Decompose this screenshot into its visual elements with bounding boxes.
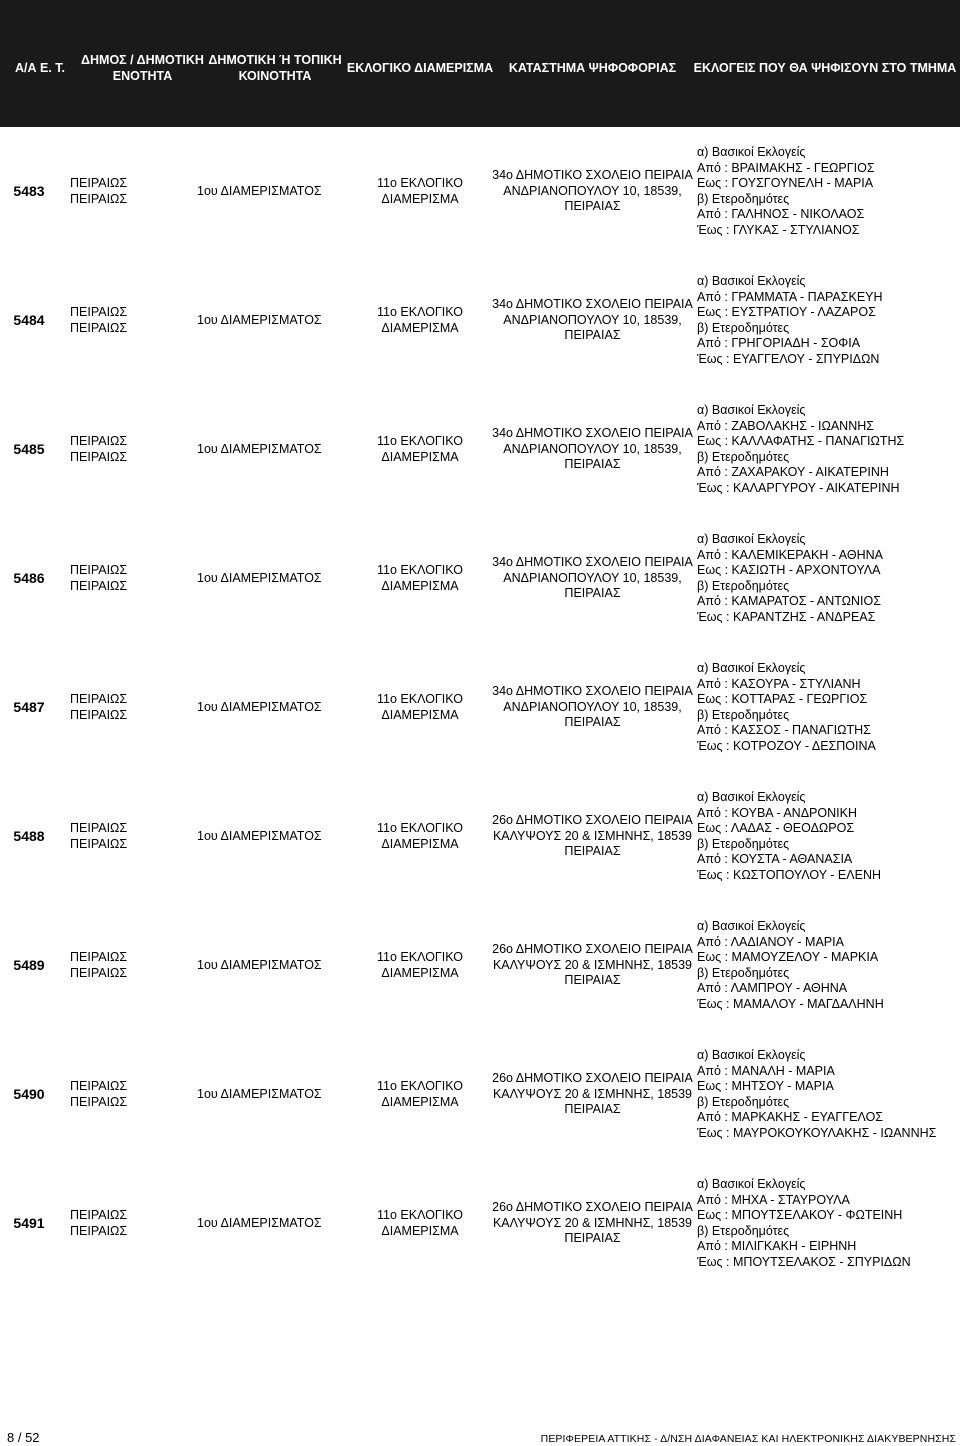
table-row (0, 901, 960, 1030)
row-code (0, 256, 58, 385)
row-polling-place-text: 34ο ΔΗΜΟΤΙΚΟ ΣΧΟΛΕΙΟ ΠΕΙΡΑΙΑ ΑΝΔΡΙΑΝΟΠΟΥΛΟΥ 10, 18539, ΠΕΙΡΑΙΑΣ (492, 555, 693, 601)
row-voters (697, 385, 957, 514)
header-col-voters: ΕΚΛΟΓΕΙΣ ΠΟΥ ΘΑ ΨΗΦΙΣΟΥΝ ΣΤΟ ΤΜΗΜΑ (693, 60, 957, 75)
voter-range-line: Από : ΜΑΝΑΛΗ - ΜΑΡΙΑ (697, 1063, 835, 1078)
row-electoral-section (360, 1030, 480, 1159)
voter-range-line: β) Ετεροδημότες (697, 1094, 790, 1109)
voter-range-line: β) Ετεροδημότες (697, 1223, 790, 1238)
row-municipality-text: ΠΕΙΡΑΙΩΣ ΠΕΙΡΑΙΩΣ (70, 1208, 128, 1238)
voter-range-line: Έως : ΜΠΟΥΤΣΕΛΑΚΟΣ - ΣΠΥΡΙΔΩΝ (697, 1254, 911, 1269)
voter-range-line: Από : ΜΗΧΑ - ΣΤΑΥΡΟΥΛΑ (697, 1192, 850, 1207)
row-division-text: 1ου ΔΙΑΜΕΡΙΣΜΑΤΟΣ (197, 441, 322, 456)
voter-range-line: α) Βασικοί Εκλογείς (697, 145, 806, 159)
voter-range-line: Από : ΒΡΑΙΜΑΚΗΣ - ΓΕΩΡΓΙΟΣ (697, 160, 875, 175)
voter-range-line: Από : ΖΑΒΟΛΑΚΗΣ - ΙΩΑΝΝΗΣ (697, 418, 874, 433)
voter-range-line: Εως : ΚΑΣΙΩΤΗ - ΑΡΧΟΝΤΟΥΛΑ (697, 563, 881, 577)
row-municipality-text: ΠΕΙΡΑΙΩΣ ΠΕΙΡΑΙΩΣ (70, 692, 128, 722)
header-col-aa: Α/Α Ε. Τ. (14, 60, 66, 75)
row-division-text: 1ου ΔΙΑΜΕΡΙΣΜΑΤΟΣ (197, 1215, 322, 1230)
row-electoral-section-text: 11ο ΕΚΛΟΓΙΚΟ ΔΙΑΜΕΡΙΣΜΑ (377, 434, 463, 464)
row-municipality (70, 1030, 150, 1159)
row-voters (697, 1030, 957, 1159)
table-row (0, 256, 960, 385)
row-division-text: 1ου ΔΙΑΜΕΡΙΣΜΑΤΟΣ (197, 570, 322, 585)
row-division (197, 127, 337, 256)
row-division (197, 772, 337, 901)
row-division-text: 1ου ΔΙΑΜΕΡΙΣΜΑΤΟΣ (197, 957, 322, 972)
voter-range-line: Εως : ΜΗΤΣΟΥ - ΜΑΡΙΑ (697, 1079, 834, 1093)
row-voters (697, 127, 957, 256)
row-code-text: 5488 (13, 827, 45, 844)
row-code-text: 5490 (13, 1085, 45, 1102)
row-polling-place-text: 34ο ΔΗΜΟΤΙΚΟ ΣΧΟΛΕΙΟ ΠΕΙΡΑΙΑ ΑΝΔΡΙΑΝΟΠΟΥΛΟΥ 10, 18539, ΠΕΙΡΑΙΑΣ (492, 684, 693, 730)
row-code-text: 5483 (13, 182, 45, 199)
row-municipality (70, 901, 150, 1030)
row-electoral-section (360, 385, 480, 514)
voter-range-line: β) Ετεροδημότες (697, 449, 790, 464)
row-division (197, 1030, 337, 1159)
row-municipality (70, 127, 150, 256)
table-row (0, 385, 960, 514)
voter-range-line: Από : ΚΑΜΑΡΑΤΟΣ - ΑΝΤΩΝΙΟΣ (697, 594, 881, 608)
row-municipality-text: ΠΕΙΡΑΙΩΣ ΠΕΙΡΑΙΩΣ (70, 305, 128, 335)
row-code (0, 514, 58, 643)
row-electoral-section (360, 127, 480, 256)
row-municipality (70, 1159, 150, 1288)
voter-range-line: α) Βασικοί Εκλογείς (697, 661, 806, 675)
row-polling-place-text: 26ο ΔΗΜΟΤΙΚΟ ΣΧΟΛΕΙΟ ΠΕΙΡΑΙΑ ΚΑΛΥΨΟΥΣ 20 & ΙΣΜΗΝΗΣ, 18539 ΠΕΙΡΑΙΑΣ (492, 1071, 693, 1117)
row-electoral-section (360, 901, 480, 1030)
voter-range-line: Έως : ΕΥΑΓΓΕΛΟΥ - ΣΠΥΡΙΔΩΝ (697, 351, 880, 366)
row-polling-place-text: 34ο ΔΗΜΟΤΙΚΟ ΣΧΟΛΕΙΟ ΠΕΙΡΑΙΑ ΑΝΔΡΙΑΝΟΠΟΥΛΟΥ 10, 18539, ΠΕΙΡΑΙΑΣ (492, 168, 693, 214)
row-polling-place (490, 772, 695, 901)
row-division-text: 1ου ΔΙΑΜΕΡΙΣΜΑΤΟΣ (197, 699, 322, 714)
voter-range-line: α) Βασικοί Εκλογείς (697, 790, 806, 804)
row-division (197, 514, 337, 643)
row-municipality (70, 256, 150, 385)
voter-range-line: β) Ετεροδημότες (697, 191, 790, 206)
row-voters (697, 772, 957, 901)
row-code-text: 5491 (13, 1214, 45, 1231)
row-code-text: 5486 (13, 569, 45, 586)
row-electoral-section-text: 11ο ΕΚΛΟΓΙΚΟ ΔΙΑΜΕΡΙΣΜΑ (377, 176, 463, 206)
row-division-text: 1ου ΔΙΑΜΕΡΙΣΜΑΤΟΣ (197, 828, 322, 843)
voter-range-line: Εως : ΜΑΜΟΥΖΕΛΟΥ - ΜΑΡΚΙΑ (697, 950, 879, 964)
row-electoral-section (360, 643, 480, 772)
row-code (0, 643, 58, 772)
row-code (0, 1030, 58, 1159)
table-row (0, 643, 960, 772)
voter-range-line: Από : ΖΑΧΑΡΑΚΟΥ - ΑΙΚΑΤΕΡΙΝΗ (697, 465, 889, 479)
row-polling-place-text: 34ο ΔΗΜΟΤΙΚΟ ΣΧΟΛΕΙΟ ΠΕΙΡΑΙΑ ΑΝΔΡΙΑΝΟΠΟΥΛΟΥ 10, 18539, ΠΕΙΡΑΙΑΣ (492, 426, 693, 472)
voter-range-line: Από : ΜΑΡΚΑΚΗΣ - ΕΥΑΓΓΕΛΟΣ (697, 1110, 884, 1124)
row-municipality-text: ΠΕΙΡΑΙΩΣ ΠΕΙΡΑΙΩΣ (70, 434, 128, 464)
voter-range-line: α) Βασικοί Εκλογείς (697, 1177, 806, 1191)
row-division-text: 1ου ΔΙΑΜΕΡΙΣΜΑΤΟΣ (197, 312, 322, 327)
voter-range-line: Έως : ΜΑΜΑΛΟΥ - ΜΑΓΔΑΛΗΝΗ (697, 996, 884, 1011)
voter-range-line: Από : ΚΟΥΒΑ - ΑΝΔΡΟΝΙΚΗ (697, 805, 857, 820)
table-row (0, 1159, 960, 1288)
header-col-community: ΔΗΜΟΤΙΚΗ Ή ΤΟΠΙΚΗ ΚΟΙΝΟΤΗΤΑ (208, 52, 342, 83)
row-polling-place-text: 34ο ΔΗΜΟΤΙΚΟ ΣΧΟΛΕΙΟ ΠΕΙΡΑΙΑ ΑΝΔΡΙΑΝΟΠΟΥΛΟΥ 10, 18539, ΠΕΙΡΑΙΑΣ (492, 297, 693, 343)
row-code-text: 5485 (13, 440, 45, 457)
voter-range-line: α) Βασικοί Εκλογείς (697, 532, 806, 546)
row-voters (697, 256, 957, 385)
voter-range-line: Εως : ΚΑΛΛΑΦΑΤΗΣ - ΠΑΝΑΓΙΩΤΗΣ (697, 434, 905, 448)
row-polling-place (490, 256, 695, 385)
voter-range-line: Έως : ΓΛΥΚΑΣ - ΣΤΥΛΙΑΝΟΣ (697, 222, 860, 237)
footer-organization: ΠΕΡΙΦΕΡΕΙΑ ΑΤΤΙΚΗΣ - Δ/ΝΣΗ ΔΙΑΦΑΝΕΙΑΣ ΚΑΙ ΗΛΕΚΤΡΟΝΙΚΗΣ ΔΙΑΚΥΒΕΡΝΗΣΗΣ (540, 1433, 956, 1445)
row-polling-place (490, 385, 695, 514)
voter-range-line: Από : ΚΑΣΣΟΣ - ΠΑΝΑΓΙΩΤΗΣ (697, 723, 871, 737)
voter-range-line: Έως : ΚΟΤΡΟΖΟΥ - ΔΕΣΠΟΙΝΑ (697, 738, 876, 753)
row-voters (697, 514, 957, 643)
table-row (0, 127, 960, 256)
row-polling-place (490, 901, 695, 1030)
row-municipality-text: ΠΕΙΡΑΙΩΣ ΠΕΙΡΑΙΩΣ (70, 950, 128, 980)
page-number: 8 / 52 (7, 1430, 40, 1445)
row-code-text: 5487 (13, 698, 45, 715)
voter-range-line: Έως : ΚΑΛΑΡΓΥΡΟΥ - ΑΙΚΑΤΕΡΙΝΗ (697, 480, 900, 495)
voter-range-line: Εως : ΜΠΟΥΤΣΕΛΑΚΟΥ - ΦΩΤΕΙΝΗ (697, 1208, 903, 1222)
voter-range-line: β) Ετεροδημότες (697, 707, 790, 722)
row-electoral-section-text: 11ο ΕΚΛΟΓΙΚΟ ΔΙΑΜΕΡΙΣΜΑ (377, 305, 463, 335)
voter-range-line: α) Βασικοί Εκλογείς (697, 1048, 806, 1062)
row-polling-place-text: 26ο ΔΗΜΟΤΙΚΟ ΣΧΟΛΕΙΟ ΠΕΙΡΑΙΑ ΚΑΛΥΨΟΥΣ 20 & ΙΣΜΗΝΗΣ, 18539 ΠΕΙΡΑΙΑΣ (492, 813, 693, 859)
row-code-text: 5489 (13, 956, 45, 973)
row-polling-place (490, 514, 695, 643)
voter-range-line: Εως : ΚΟΤΤΑΡΑΣ - ΓΕΩΡΓΙΟΣ (697, 692, 868, 706)
row-electoral-section-text: 11ο ΕΚΛΟΓΙΚΟ ΔΙΑΜΕΡΙΣΜΑ (377, 950, 463, 980)
row-polling-place (490, 127, 695, 256)
row-voters (697, 1159, 957, 1288)
row-division (197, 256, 337, 385)
row-electoral-section (360, 1159, 480, 1288)
row-division (197, 901, 337, 1030)
voter-range-line: α) Βασικοί Εκλογείς (697, 403, 806, 417)
row-electoral-section-text: 11ο ΕΚΛΟΓΙΚΟ ΔΙΑΜΕΡΙΣΜΑ (377, 692, 463, 722)
row-municipality-text: ΠΕΙΡΑΙΩΣ ΠΕΙΡΑΙΩΣ (70, 176, 128, 206)
table-row (0, 514, 960, 643)
row-municipality-text: ΠΕΙΡΑΙΩΣ ΠΕΙΡΑΙΩΣ (70, 563, 128, 593)
row-municipality-text: ΠΕΙΡΑΙΩΣ ΠΕΙΡΑΙΩΣ (70, 1079, 128, 1109)
voter-range-line: Εως : ΛΑΔΑΣ - ΘΕΟΔΩΡΟΣ (697, 821, 855, 835)
table-header (0, 0, 960, 127)
row-division (197, 643, 337, 772)
row-code-text: 5484 (13, 311, 45, 328)
row-municipality-text: ΠΕΙΡΑΙΩΣ ΠΕΙΡΑΙΩΣ (70, 821, 128, 851)
row-polling-place (490, 1159, 695, 1288)
row-municipality (70, 385, 150, 514)
header-col-polling-place: ΚΑΤΑΣΤΗΜΑ ΨΗΦΟΦΟΡΙΑΣ (508, 60, 677, 75)
row-electoral-section-text: 11ο ΕΚΛΟΓΙΚΟ ΔΙΑΜΕΡΙΣΜΑ (377, 821, 463, 851)
row-code (0, 772, 58, 901)
voter-range-line: Έως : ΜΑΥΡΟΚΟΥΚΟΥΛΑΚΗΣ - ΙΩΑΝΝΗΣ (697, 1125, 937, 1140)
voter-range-line: Από : ΚΑΣΟΥΡΑ - ΣΤΥΛΙΑΝΗ (697, 676, 861, 691)
row-electoral-section-text: 11ο ΕΚΛΟΓΙΚΟ ΔΙΑΜΕΡΙΣΜΑ (377, 1079, 463, 1109)
row-electoral-section (360, 256, 480, 385)
voter-range-line: β) Ετεροδημότες (697, 578, 790, 593)
voter-range-line: Από : ΓΡΗΓΟΡΙΑΔΗ - ΣΟΦΙΑ (697, 336, 861, 350)
row-voters (697, 901, 957, 1030)
voter-range-line: Από : ΓΡΑΜΜΑΤΑ - ΠΑΡΑΣΚΕΥΗ (697, 289, 883, 304)
row-municipality (70, 514, 150, 643)
row-municipality (70, 643, 150, 772)
row-division-text: 1ου ΔΙΑΜΕΡΙΣΜΑΤΟΣ (197, 1086, 322, 1101)
row-electoral-section (360, 514, 480, 643)
voter-range-line: Από : ΓΑΛΗΝΟΣ - ΝΙΚΟΛΑΟΣ (697, 207, 865, 221)
table-row (0, 772, 960, 901)
row-division (197, 1159, 337, 1288)
row-electoral-section (360, 772, 480, 901)
row-code (0, 385, 58, 514)
row-electoral-section-text: 11ο ΕΚΛΟΓΙΚΟ ΔΙΑΜΕΡΙΣΜΑ (377, 1208, 463, 1238)
voter-range-line: β) Ετεροδημότες (697, 320, 790, 335)
voter-range-line: Από : ΛΑΔΙΑΝΟΥ - ΜΑΡΙΑ (697, 934, 844, 949)
voter-range-line: α) Βασικοί Εκλογείς (697, 919, 806, 933)
row-code (0, 1159, 58, 1288)
row-electoral-section-text: 11ο ΕΚΛΟΓΙΚΟ ΔΙΑΜΕΡΙΣΜΑ (377, 563, 463, 593)
row-polling-place (490, 1030, 695, 1159)
voter-range-line: Από : ΚΟΥΣΤΑ - ΑΘΑΝΑΣΙΑ (697, 852, 853, 866)
row-polling-place-text: 26ο ΔΗΜΟΤΙΚΟ ΣΧΟΛΕΙΟ ΠΕΙΡΑΙΑ ΚΑΛΥΨΟΥΣ 20 & ΙΣΜΗΝΗΣ, 18539 ΠΕΙΡΑΙΑΣ (492, 1200, 693, 1246)
row-code (0, 127, 58, 256)
header-col-municipality: ΔΗΜΟΣ / ΔΗΜΟΤΙΚΗ ΕΝΟΤΗΤΑ (81, 52, 204, 83)
row-division (197, 385, 337, 514)
row-voters (697, 643, 957, 772)
row-municipality (70, 772, 150, 901)
voter-range-line: Έως : ΚΑΡΑΝΤΖΗΣ - ΑΝΔΡΕΑΣ (697, 609, 876, 624)
header-col-electoral-section: ΕΚΛΟΓΙΚΟ ΔΙΑΜΕΡΙΣΜΑ (346, 60, 494, 75)
row-code (0, 901, 58, 1030)
voter-range-line: Έως : ΚΩΣΤΟΠΟΥΛΟΥ - ΕΛΕΝΗ (697, 867, 882, 882)
voter-range-line: Εως : ΕΥΣΤΡΑΤΙΟΥ - ΛΑΖΑΡΟΣ (697, 305, 876, 319)
voter-range-line: Από : ΜΙΛΙΓΚΑΚΗ - ΕΙΡΗΝΗ (697, 1239, 857, 1253)
voter-range-line: β) Ετεροδημότες (697, 965, 790, 980)
row-polling-place (490, 643, 695, 772)
voter-range-line: β) Ετεροδημότες (697, 836, 790, 851)
table-row (0, 1030, 960, 1159)
voter-range-line: Από : ΚΑΛΕΜΙΚΕΡΑΚΗ - ΑΘΗΝΑ (697, 547, 883, 562)
row-division-text: 1ου ΔΙΑΜΕΡΙΣΜΑΤΟΣ (197, 183, 322, 198)
voter-range-line: α) Βασικοί Εκλογείς (697, 274, 806, 288)
voter-range-line: Εως : ΓΟΥΣΓΟΥΝΕΛΗ - ΜΑΡΙΑ (697, 176, 874, 190)
row-polling-place-text: 26ο ΔΗΜΟΤΙΚΟ ΣΧΟΛΕΙΟ ΠΕΙΡΑΙΑ ΚΑΛΥΨΟΥΣ 20 & ΙΣΜΗΝΗΣ, 18539 ΠΕΙΡΑΙΑΣ (492, 942, 693, 988)
voter-range-line: Από : ΛΑΜΠΡΟΥ - ΑΘΗΝΑ (697, 981, 848, 995)
